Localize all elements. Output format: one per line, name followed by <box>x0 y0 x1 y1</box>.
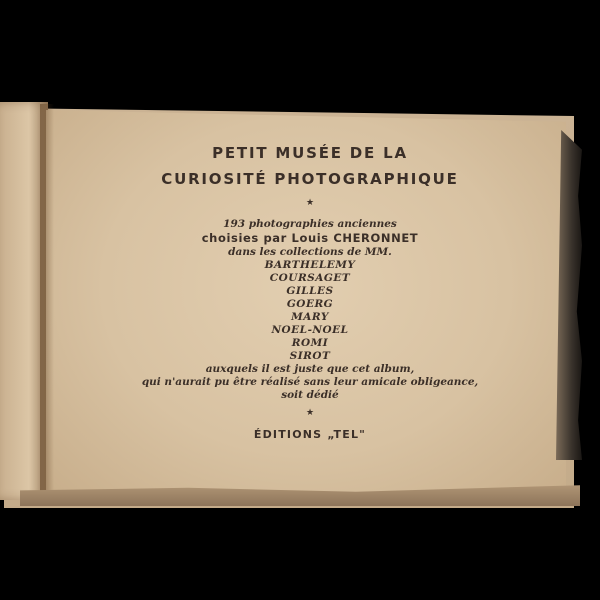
dedication-line-2: qui n'aurait pu être réalisé sans leur amicale obligeance, <box>141 376 479 388</box>
collector-name: BARTHELEMY <box>264 259 356 271</box>
dedication-line-3: soit dédié <box>281 389 339 401</box>
collector-name: ROMI <box>291 337 329 349</box>
collector-name: MARY <box>291 311 329 323</box>
star-ornament-icon: ★ <box>305 198 315 208</box>
dedication-line-1: auxquels il est juste que cet album, <box>205 363 415 375</box>
chosen-by-line: choisies par Louis CHERONNET <box>201 231 419 245</box>
title-page-text <box>60 140 560 441</box>
star-ornament-icon: ★ <box>305 408 315 418</box>
collector-list <box>60 259 560 363</box>
collector-name: COURSAGET <box>269 272 351 284</box>
collector-name: GILLES <box>286 285 334 297</box>
collector-name: NOEL-NOEL <box>271 324 349 336</box>
title-line-2: CURIOSITÉ PHOTOGRAPHIQUE <box>161 170 459 188</box>
collector-name: SIROT <box>289 350 331 362</box>
title-line-1: PETIT MUSÉE DE LA <box>212 144 408 162</box>
book-gutter <box>40 104 54 500</box>
collector-name: GOERG <box>286 298 334 310</box>
publisher-imprint: ÉDITIONS „TEL" <box>253 428 367 441</box>
collections-intro-line: dans les collections de MM. <box>228 246 392 258</box>
intro-line: 193 photographies anciennes <box>223 218 397 230</box>
